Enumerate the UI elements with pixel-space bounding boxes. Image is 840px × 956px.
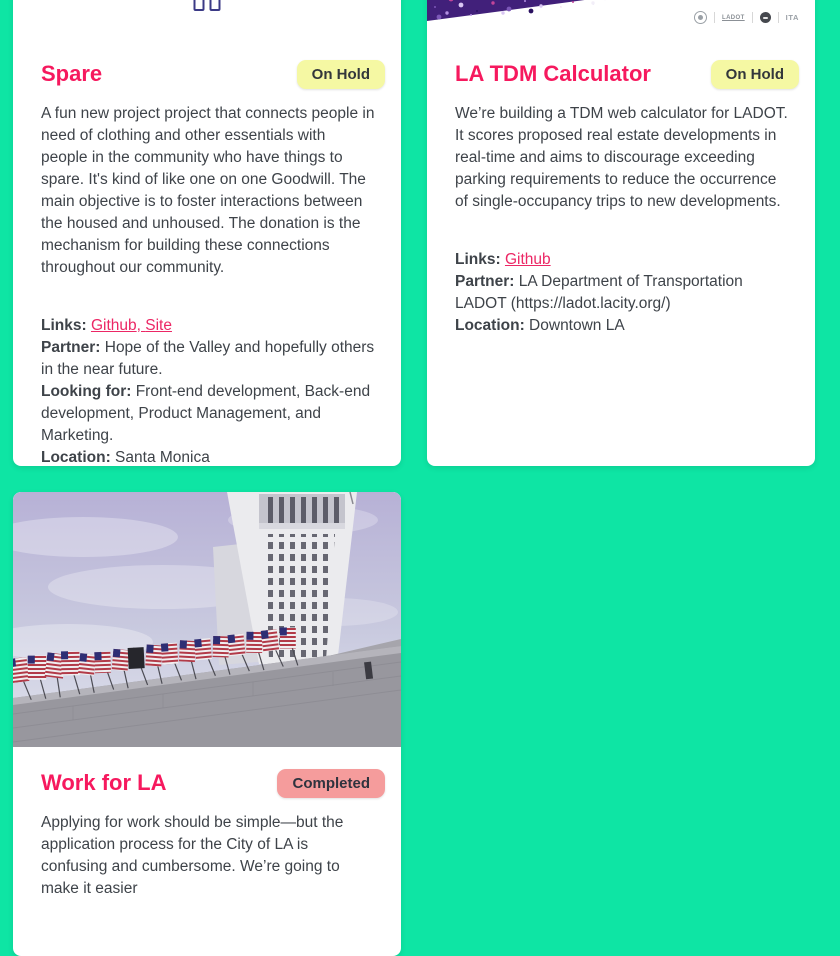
location-row [455,315,789,337]
partner-value: Hope of the Valley and hopefully others in the near future. [41,339,374,378]
card-description: A fun new project project that connects people in need of clothing and other essentials with people in the community who have things to spare. It's kind of like one on one Goodwill. The main objective is to foster interactions between the housed and unhoused. The donation is the mechanism for building these connections throughout our community. [41,103,375,279]
city-hall-photo [13,492,401,747]
partner-row [455,271,789,315]
status-badge: On Hold [297,60,385,89]
logo-divider [714,12,715,23]
card-title: LA TDM Calculator [455,62,651,86]
location-label: Location: [41,449,111,466]
card-description: Applying for work should be simple—but the application process for the City of LA is confusing and cumbersome. We’re going to make it easier [41,812,375,900]
partner-label: Partner: [41,339,100,356]
github-link[interactable]: Github [91,317,137,334]
links-label: Links: [455,251,501,268]
looking-for-value: Front-end development, Back-end development, Product Management, and Marketing. [41,383,370,444]
spare-logo-icon [194,0,221,11]
project-card-spare [13,0,401,466]
partner-label: Partner: [455,273,514,290]
github-link[interactable]: Github [505,251,551,268]
logo-divider [752,12,753,23]
card-title: Work for LA [41,771,166,795]
la-city-seal-icon [694,11,707,24]
ladot-wordmark-icon: LADOT [722,15,745,21]
location-row [41,447,375,466]
links-label: Links: [41,317,87,334]
city-hall-illustration [13,492,401,747]
location-label: Location: [455,317,525,334]
status-badge: Completed [277,769,385,798]
location-value: Santa Monica [111,449,210,466]
card-description: We’re building a TDM web calculator for LADOT. It scores proposed real estate developments in real-time and aims to discourage exceeding parking requirements to reduce the occurrence of single-occupancy trips to new developments. [455,103,789,213]
location-value: Downtown LA [525,317,625,334]
la-tdm-hero-image [427,0,815,38]
links-row [41,315,375,337]
partner-row [41,337,375,381]
partner-value: LA Department of Transportation LADOT (https://ladot.lacity.org/) [455,273,743,312]
looking-for-label: Looking for: [41,383,131,400]
project-card-grid [13,0,827,956]
looking-for-row [41,381,375,447]
spare-hero-image [13,0,401,38]
project-card-work-for-la [13,492,401,956]
logo-divider [778,12,779,23]
metro-icon [760,12,771,23]
ita-logo: ITA [786,13,799,22]
site-link[interactable]: Site [145,317,172,334]
partner-logos-row [694,11,799,24]
links-row [455,249,789,271]
link-separator: , [137,317,146,334]
project-card-la-tdm-calculator [427,0,815,466]
status-badge: On Hold [711,60,799,89]
card-title: Spare [41,62,102,86]
